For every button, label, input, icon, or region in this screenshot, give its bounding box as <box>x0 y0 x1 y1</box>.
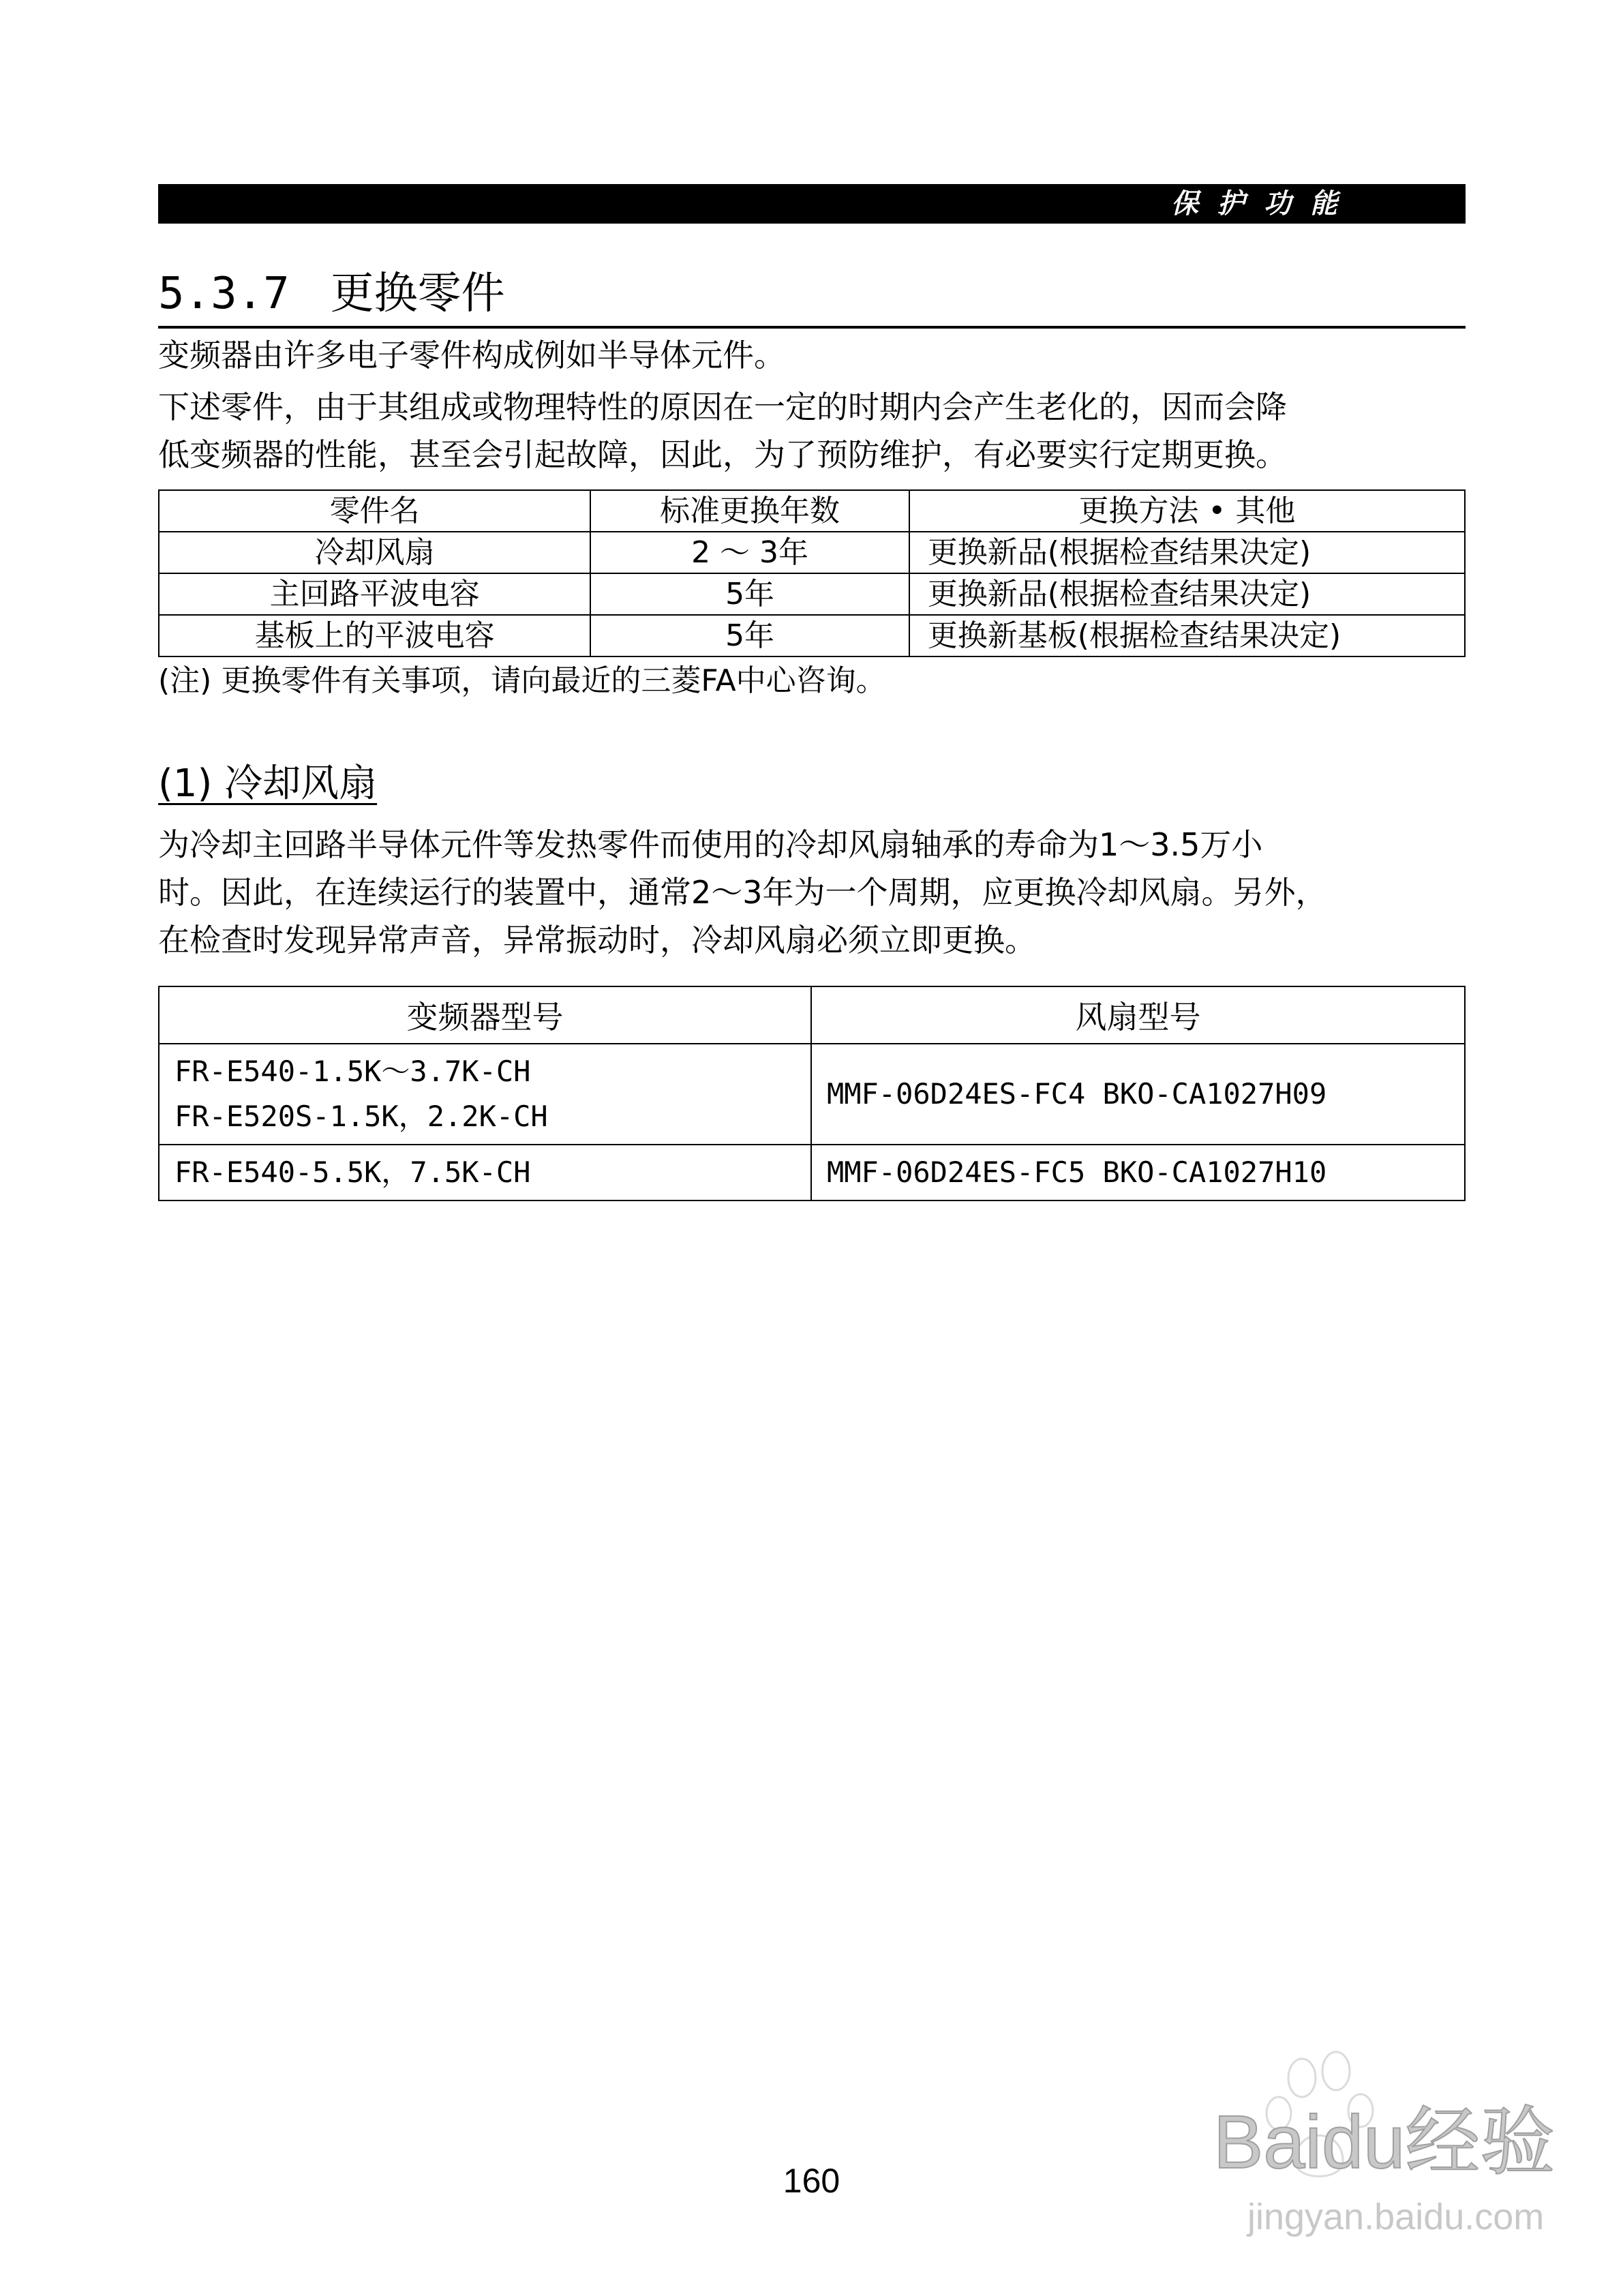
parts-header-name: 零件名 <box>159 490 590 532</box>
inverter-models <box>159 1145 811 1200</box>
fan-table <box>158 986 1466 1201</box>
inverter-model: FR-E540-5.5K，7.5K-CH <box>175 1155 531 1189</box>
intro-line-2: 下述零件，由于其组成或物理特性的原因在一定的时期内会产生老化的，因而会降 <box>158 389 1287 425</box>
table-row <box>159 532 1465 573</box>
intro-line-1: 变频器由许多电子零件构成例如半导体元件。 <box>158 337 785 374</box>
fan-body-line-3: 在检查时发现异常声音，异常振动时，冷却风扇必须立即更换。 <box>158 922 1036 958</box>
chapter-header-bar <box>158 184 1466 224</box>
part-years: 2 ～ 3年 <box>590 532 909 573</box>
watermark-url: jingyan.baidu.com <box>1247 2196 1545 2237</box>
section-number: 5.3.7 <box>158 269 290 319</box>
parts-header-method: 更换方法 • 其他 <box>909 490 1465 532</box>
part-name: 冷却风扇 <box>159 532 590 573</box>
part-name: 主回路平波电容 <box>159 573 590 615</box>
replacement-note: (注) 更换零件有关事项，请向最近的三菱FA中心咨询。 <box>158 663 886 698</box>
baidu-watermark <box>1132 2045 1595 2250</box>
section-heading <box>158 265 1466 329</box>
fan-model: MMF-06D24ES-FC5 BKO-CA1027H10 <box>811 1145 1465 1200</box>
inverter-models <box>159 1044 811 1145</box>
fan-header-fan-model: 风扇型号 <box>811 986 1465 1044</box>
table-row <box>159 615 1465 656</box>
part-method: 更换新品(根据检查结果决定) <box>909 532 1465 573</box>
watermark-brand: Baidu经验 <box>1213 2100 1556 2184</box>
fan-body-line-2: 时。因此，在连续运行的装置中，通常2～3年为一个周期，应更换冷却风扇。另外， <box>158 874 1327 911</box>
inverter-model: FR-E520S-1.5K，2.2K-CH <box>175 1100 548 1133</box>
parts-table <box>158 489 1466 657</box>
section-title: 更换零件 <box>330 269 505 319</box>
fan-table-header <box>159 986 1465 1044</box>
part-years: 5年 <box>590 615 909 656</box>
parts-table-header <box>159 490 1465 532</box>
fan-section-title: (1) 冷却风扇 <box>158 761 378 806</box>
parts-header-years: 标准更换年数 <box>590 490 909 532</box>
part-years: 5年 <box>590 573 909 615</box>
part-method: 更换新品(根据检查结果决定) <box>909 573 1465 615</box>
fan-body-line-1: 为冷却主回路半导体元件等发热零件而使用的冷却风扇轴承的寿命为1～3.5万小 <box>158 826 1263 863</box>
table-row <box>159 1044 1465 1145</box>
page-number: 160 <box>783 2162 840 2200</box>
intro-line-3: 低变频器的性能，甚至会引起故障，因此，为了预防维护，有必要实行定期更换。 <box>158 436 1287 473</box>
part-name: 基板上的平波电容 <box>159 615 590 656</box>
chapter-title: 保护功能 <box>1171 188 1356 220</box>
fan-header-inverter-model: 变频器型号 <box>159 986 811 1044</box>
table-row <box>159 573 1465 615</box>
fan-model: MMF-06D24ES-FC4 BKO-CA1027H09 <box>811 1044 1465 1145</box>
inverter-model: FR-E540-1.5K～3.7K-CH <box>175 1055 531 1088</box>
part-method: 更换新基板(根据检查结果决定) <box>909 615 1465 656</box>
table-row <box>159 1145 1465 1200</box>
